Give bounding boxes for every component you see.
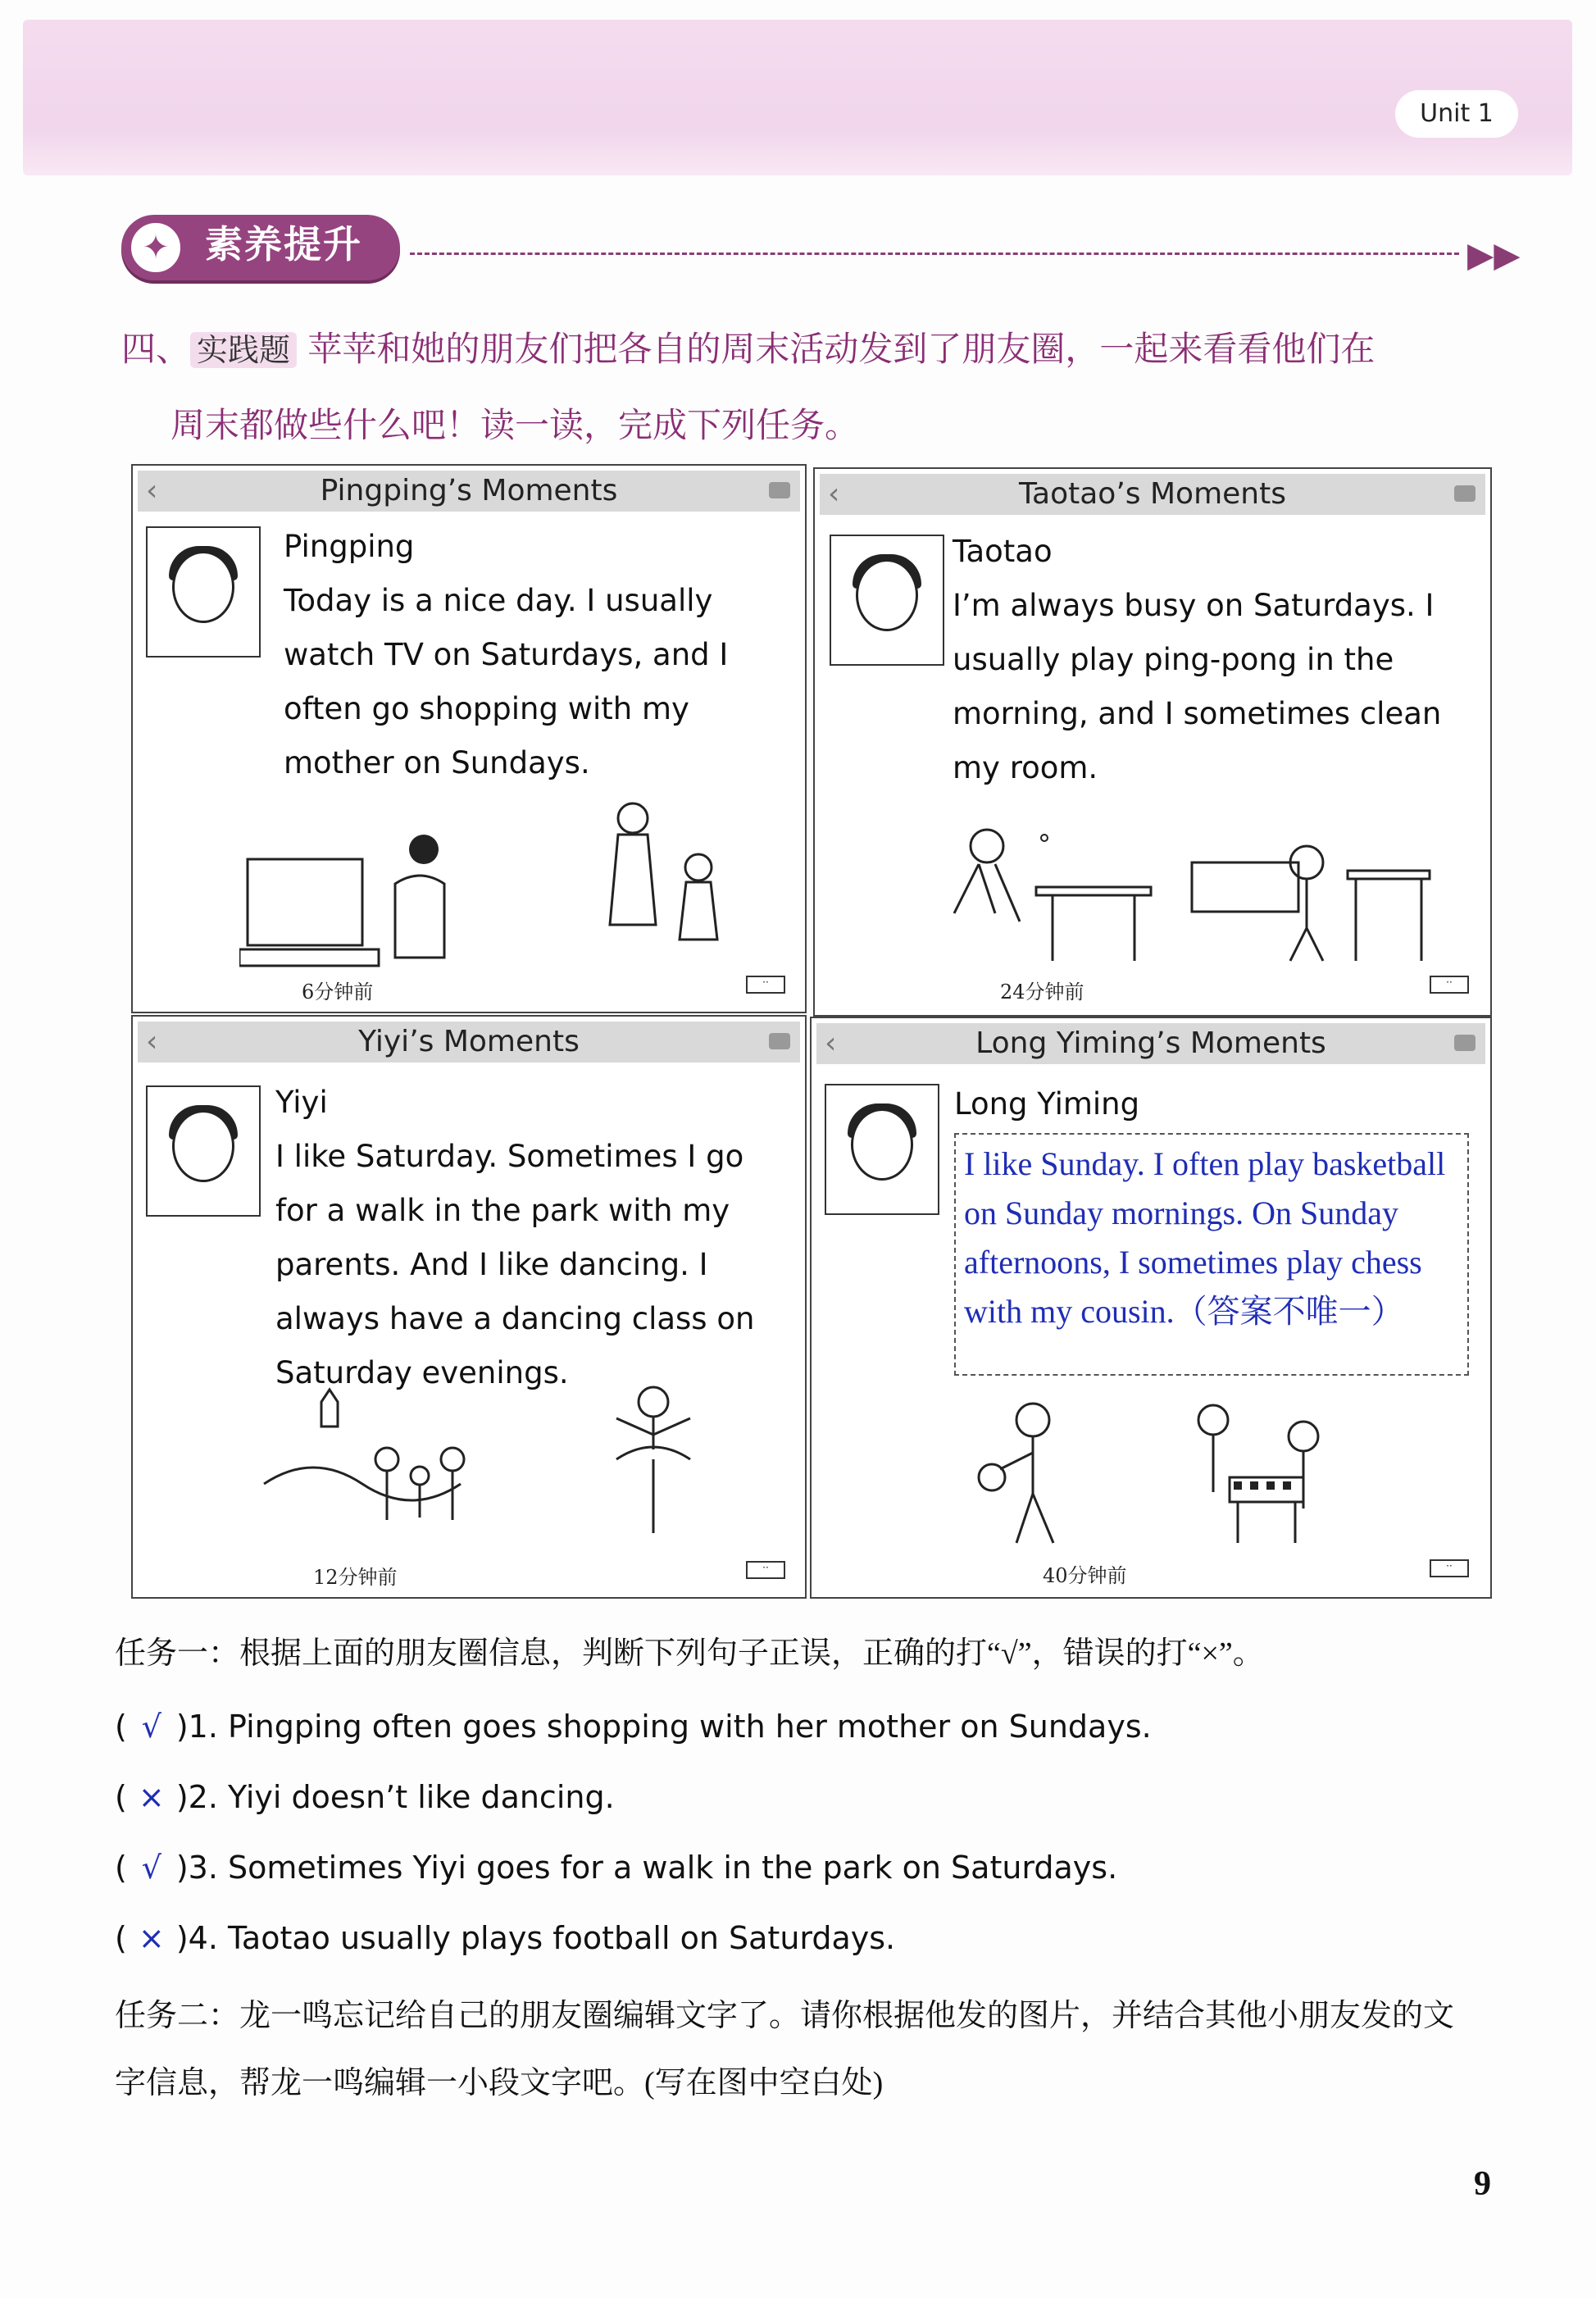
post-body: I’m always busy on Saturdays. I usually play ping-pong in the morning, and I sometimes clean my room. [953, 588, 1442, 785]
judge-text: )1. Pingping often goes shopping with her mother on Sundays. [175, 1709, 1152, 1745]
basketball-illustration [967, 1395, 1098, 1551]
more-options-icon[interactable]: ·· [1430, 1559, 1469, 1577]
task2-line1: 任务二：龙一鸣忘记给自己的朋友圈编辑文字了。请你根据他发的图片，并结合其他小朋友发的文 [115, 1999, 1455, 2033]
moments-panel-yiyi [131, 1015, 807, 1599]
panel-title: Taotao’s Moments [1019, 477, 1286, 511]
lightbulb-icon: ✦ [128, 220, 184, 275]
camera-icon[interactable] [1454, 485, 1476, 502]
answer-mark[interactable]: √ [141, 1850, 161, 1886]
ping-pong-illustration [946, 821, 1159, 969]
camera-icon[interactable] [769, 482, 790, 498]
back-icon[interactable]: ‹ [828, 477, 840, 511]
more-options-icon[interactable]: ·· [746, 1561, 785, 1579]
question-number: 四、 [121, 329, 191, 369]
double-arrow-icon: ▶▶ [1467, 234, 1521, 275]
post-text [953, 525, 1477, 795]
page-header-band [23, 20, 1572, 175]
post-body: I like Saturday. Sometimes I go for a walk in the park with my parents. And I like dancing. I always have a dancing class on Saturday evenings. [275, 1139, 755, 1390]
judge-text: )4. Taotao usually plays football on Saturdays. [175, 1920, 896, 1956]
more-options-icon[interactable]: ·· [746, 976, 785, 994]
answer-mark[interactable]: × [138, 1920, 165, 1956]
panel-title: Yiyi’s Moments [358, 1025, 580, 1058]
avatar [825, 1084, 939, 1215]
chess-illustration [1164, 1395, 1361, 1551]
unit-label: Unit 1 [1395, 90, 1518, 138]
panel-header [138, 471, 800, 512]
post-author: Taotao [953, 534, 1053, 569]
panel-header [138, 1022, 800, 1063]
judge-item-2: ( × )2. Yiyi doesn’t like dancing. [115, 1764, 615, 1830]
question-tag: 实践题 [190, 332, 297, 368]
judge-item-1: ( √ )1. Pingping often goes shopping with her mother on Sundays. [115, 1694, 1152, 1759]
task2-instruction [115, 1982, 1525, 2117]
avatar [146, 1085, 261, 1217]
ballet-illustration [592, 1377, 715, 1541]
answer-mark[interactable]: × [138, 1779, 165, 1815]
post-body: Today is a nice day. I usually watch TV on Saturdays, and I often go shopping with my mother on Sundays. [284, 583, 729, 780]
more-options-icon[interactable]: ·· [1430, 976, 1469, 994]
section-title: 素养提升 [205, 222, 362, 266]
page-number: 9 [1474, 2165, 1491, 2203]
post-time: 12分钟前 [313, 1566, 398, 1589]
judge-text: )2. Yiyi doesn’t like dancing. [175, 1779, 615, 1815]
camera-icon[interactable] [769, 1033, 790, 1049]
task1-instruction: 任务一：根据上面的朋友圈信息，判断下列句子正误，正确的打“√”，错误的打“×”。 [115, 1636, 1264, 1671]
banner-divider [410, 253, 1459, 255]
moments-panel-taotao [813, 467, 1492, 1017]
question-heading [121, 312, 1515, 463]
post-text [275, 1076, 784, 1400]
back-icon[interactable]: ‹ [146, 1025, 158, 1058]
shopping-illustration [592, 794, 739, 974]
back-icon[interactable]: ‹ [825, 1026, 837, 1060]
judge-item-4: ( × )4. Taotao usually plays football on Saturdays. [115, 1905, 895, 1971]
cleaning-room-illustration [1184, 813, 1446, 977]
judge-item-3: ( √ )3. Sometimes Yiyi goes for a walk in the park on Saturdays. [115, 1835, 1117, 1900]
camera-icon[interactable] [1454, 1035, 1476, 1051]
tv-illustration [239, 810, 584, 982]
section-banner [121, 215, 400, 280]
judge-text: )3. Sometimes Yiyi goes for a walk in the park on Saturdays. [175, 1850, 1118, 1886]
question-text-line2: 周末都做些什么吧！读一读，完成下列任务。 [171, 405, 860, 445]
panel-header [820, 474, 1485, 515]
avatar [146, 526, 261, 658]
post-author: Yiyi [275, 1085, 328, 1120]
answer-textbox[interactable]: I like Sunday. I often play basketball on Sunday mornings. On Sunday afternoons, I sometimes play chess with my cousin.（答案不唯一） [954, 1133, 1469, 1376]
post-text [284, 520, 792, 790]
task2-line2: 字信息，帮龙一鸣编辑一小段文字吧。(写在图中空白处) [115, 2066, 884, 2100]
panel-header [816, 1023, 1485, 1064]
moments-panel-pingping [131, 464, 807, 1013]
park-walk-illustration [256, 1386, 502, 1541]
question-text-line1: 苹苹和她的朋友们把各自的周末活动发到了朋友圈，一起来看看他们在 [307, 329, 1375, 369]
avatar [830, 535, 944, 666]
answer-mark[interactable]: √ [141, 1709, 161, 1745]
post-author: Pingping [284, 529, 415, 564]
back-icon[interactable]: ‹ [146, 474, 158, 507]
panel-title: Long Yiming’s Moments [975, 1026, 1326, 1060]
post-author: Long Yiming [954, 1086, 1140, 1122]
post-time: 6分钟前 [302, 981, 374, 1003]
panel-title: Pingping’s Moments [320, 474, 618, 507]
post-time: 24分钟前 [1000, 981, 1084, 1003]
post-time: 40分钟前 [1043, 1564, 1127, 1587]
